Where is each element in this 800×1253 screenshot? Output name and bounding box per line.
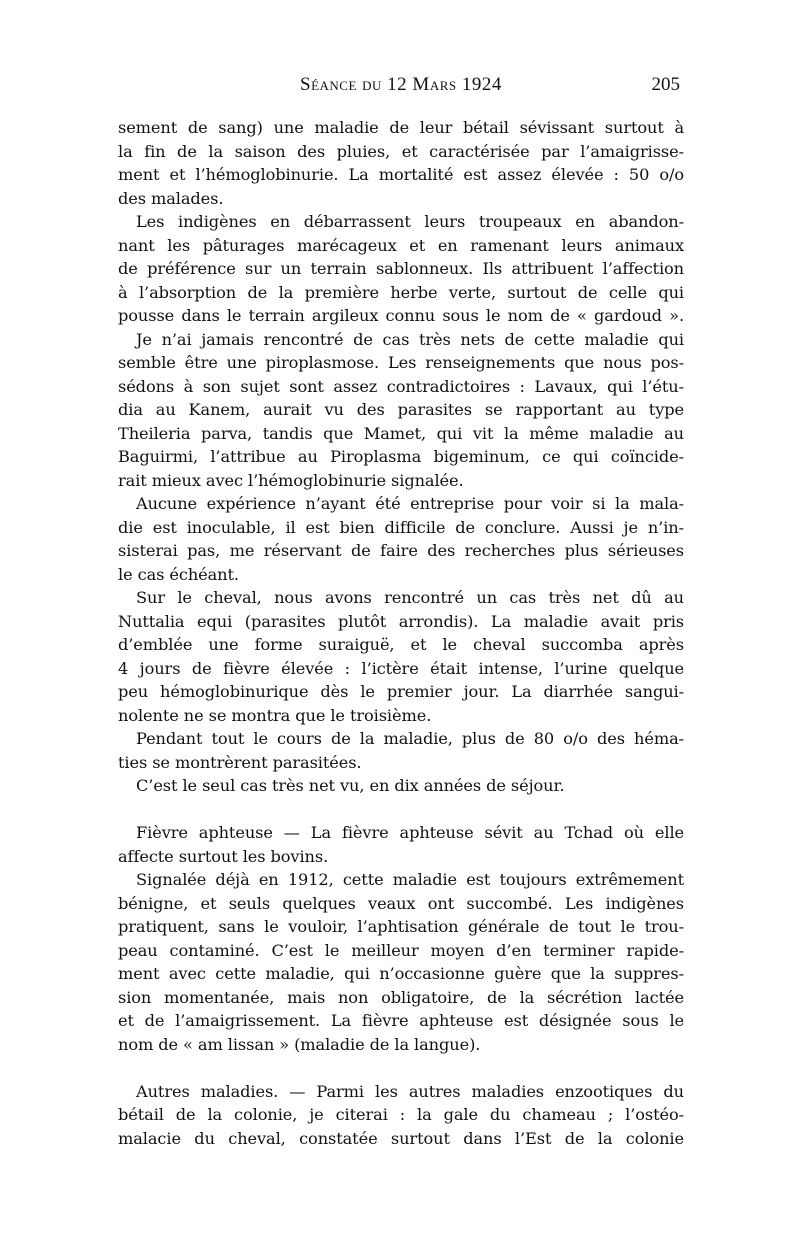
text-line: d’emblée une forme suraiguë, et le cheval succomba après xyxy=(118,635,684,654)
text-line: et de l’amaigrissement. La fièvre aphteuse est désignée sous le xyxy=(118,1011,684,1030)
text-line: sion momentanée, mais non obligatoire, de la sécrétion lactée xyxy=(118,987,684,1007)
text-line: pratiquent, sans le vouloir, l’aphtisation générale de tout le trou- xyxy=(118,917,684,936)
section-gap xyxy=(118,798,684,822)
text-line: Je n’ai jamais rencontré de cas très nets de cette maladie qui xyxy=(136,329,684,349)
text-line: semble être une piroplasmose. Les renseignements que nous pos- xyxy=(118,353,684,372)
text-line: Autres maladies. — Parmi les autres maladies enzootiques du xyxy=(136,1081,684,1101)
text-line: Baguirmi, l’attribue au Piroplasma bigeminum, ce qui coïncide- xyxy=(118,447,684,466)
text-line: peau contaminé. C’est le meilleur moyen d’en terminer rapide- xyxy=(118,940,684,960)
text-line: ment et l’hémoglobinurie. La mortalité est assez élevée : 50 o/o xyxy=(118,165,684,184)
text-line: Nuttalia equi (parasites plutôt arrondis). La maladie avait pris xyxy=(118,611,684,631)
text-line: bétail de la colonie, je citerai : la gale du chameau ; l’ostéo- xyxy=(118,1105,684,1124)
text-line: 4 jours de fièvre élevée : l’ictère était intense, l’urine quelque xyxy=(118,658,684,678)
text-line: de préférence sur un terrain sablonneux. Ils attribuent l’affection xyxy=(118,259,684,278)
text-line: Fièvre aphteuse — La fièvre aphteuse sévit au Tchad où elle xyxy=(136,823,684,842)
text-line: le cas échéant. xyxy=(118,564,239,584)
text-line: Signalée déjà en 1912, cette maladie est toujours extrêmement xyxy=(136,870,684,889)
text-line: malacie du cheval, constatée surtout dans l’Est de la colonie xyxy=(118,1128,684,1148)
text-line: sisterai pas, me réservant de faire des recherches plus sérieuses xyxy=(118,541,684,560)
text-line: nom de « am lissan » (maladie de la langue). xyxy=(118,1034,481,1054)
text-line: bénigne, et seuls quelques veaux ont succombé. Les indigènes xyxy=(118,893,684,913)
text-line: dia au Kanem, aurait vu des parasites se rapportant au type xyxy=(118,400,684,419)
text-line: rait mieux avec l’hémoglobinurie signalée. xyxy=(118,470,464,490)
text-line: nant les pâturages marécageux et en ramenant leurs animaux xyxy=(118,235,684,255)
text-line: sédons à son sujet sont assez contradictoires : Lavaux, qui l’étu- xyxy=(118,376,684,396)
text-line: pousse dans le terrain argileux connu sous le nom de « gardoud ». xyxy=(118,306,684,325)
text-line: peu hémoglobinurique dès le premier jour. La diarrhée sangui- xyxy=(118,682,684,701)
text-line: ment avec cette maladie, qui n’occasionne guère que la suppres- xyxy=(118,964,684,983)
text-line: à l’absorption de la première herbe verte, surtout de celle qui xyxy=(118,282,684,302)
text-line: nolente ne se montra que le troisième. xyxy=(118,705,432,725)
text-line: C’est le seul cas très net vu, en dix années de séjour. xyxy=(136,776,565,795)
running-header xyxy=(0,74,800,98)
text-line: Pendant tout le cours de la maladie, plus de 80 o/o des héma- xyxy=(136,729,684,748)
text-line: la fin de la saison des pluies, et caractérisée par l’amaigrisse- xyxy=(118,141,684,161)
text-line: sement de sang) une maladie de leur bétail sévissant surtout à xyxy=(118,118,684,137)
text-line: Aucune expérience n’ayant été entreprise pour voir si la mala- xyxy=(136,494,684,513)
page-number: 205 xyxy=(651,74,680,95)
text-line: Les indigènes en débarrassent leurs troupeaux en abandon- xyxy=(136,212,684,231)
section-gap xyxy=(118,1056,684,1080)
running-title: Séance du 12 Mars 1924 xyxy=(300,74,502,95)
text-line: Theileria parva, tandis que Mamet, qui vit la même maladie au xyxy=(118,423,684,443)
text-line: ties se montrèrent parasitées. xyxy=(118,752,362,772)
text-line: affecte surtout les bovins. xyxy=(118,846,329,866)
text-line: die est inoculable, il est bien difficile de conclure. Aussi je n’in- xyxy=(118,517,684,537)
text-line: Sur le cheval, nous avons rencontré un cas très net dû au xyxy=(136,588,684,607)
body-text xyxy=(118,116,684,1150)
text-line: des malades. xyxy=(118,188,224,208)
